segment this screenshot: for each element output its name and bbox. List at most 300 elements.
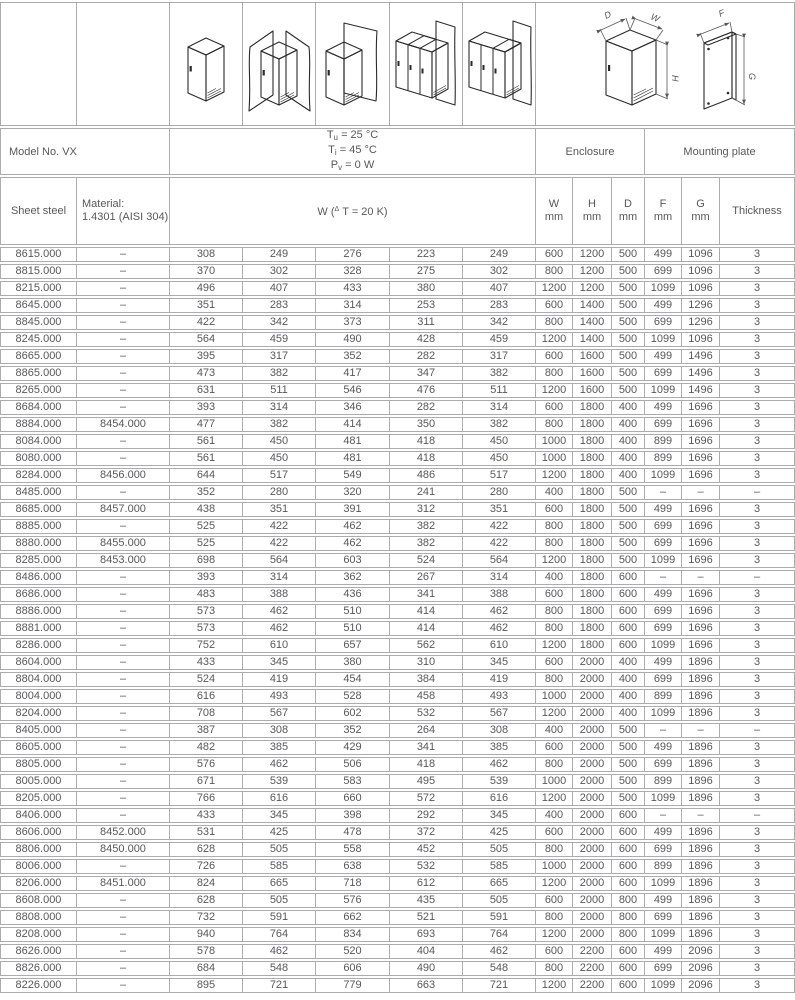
table-row (0, 944, 795, 959)
cell-f-mm: 499 (645, 247, 682, 262)
group-header-row (0, 128, 795, 175)
cell-material-no: 8450.000 (77, 842, 170, 857)
col-header-heat-dissipation: W ($^\Delta$ T = 20 K) (170, 177, 536, 245)
cell-g-mm: 1696 (682, 468, 720, 483)
cell-width-mm: 1000 (536, 859, 573, 874)
cell-w-value-5: 610 (463, 638, 536, 653)
cell-w-value-2: 511 (243, 383, 316, 398)
cell-material-no: 8451.000 (77, 876, 170, 891)
table-row (0, 638, 795, 653)
cell-w-value-1: 395 (170, 349, 243, 364)
cell-w-value-2: 548 (243, 961, 316, 976)
cell-depth-mm: 800 (612, 910, 645, 925)
cell-w-value-3: 373 (316, 315, 390, 330)
cell-depth-mm: 500 (612, 332, 645, 347)
test-conditions (170, 128, 536, 175)
cell-w-value-2: 345 (243, 808, 316, 823)
table-row (0, 893, 795, 908)
cell-depth-mm: 500 (612, 298, 645, 313)
cell-material-no: – (77, 587, 170, 602)
diagram-label-f: F (717, 7, 726, 19)
cell-material-no: – (77, 281, 170, 296)
table-row (0, 281, 795, 296)
col-header-thickness: Thickness (720, 177, 795, 245)
table-row (0, 366, 795, 381)
empty-cell (77, 2, 170, 126)
cell-w-value-2: 317 (243, 349, 316, 364)
table-row (0, 434, 795, 449)
cell-width-mm: 800 (536, 757, 573, 772)
cell-w-value-4: 693 (390, 927, 463, 942)
bayed-enclosures-image-2 (463, 2, 536, 126)
cell-w-value-5: 505 (463, 842, 536, 857)
cell-height-mm: 1800 (573, 519, 612, 534)
cell-height-mm: 2000 (573, 723, 612, 738)
cell-material-no: – (77, 689, 170, 704)
cell-w-value-4: 521 (390, 910, 463, 925)
cell-height-mm: 2000 (573, 774, 612, 789)
table-row (0, 859, 795, 874)
diagram-label-d: D (602, 9, 613, 21)
cell-w-value-3: 520 (316, 944, 390, 959)
cell-w-value-1: 708 (170, 706, 243, 721)
col-header-f: F mm (645, 177, 682, 245)
cell-model-no: 8808.000 (0, 910, 77, 925)
cell-w-value-1: 370 (170, 264, 243, 279)
cell-f-mm: 1099 (645, 383, 682, 398)
cell-height-mm: 1200 (573, 264, 612, 279)
cell-w-value-1: 573 (170, 621, 243, 636)
cell-w-value-3: 417 (316, 366, 390, 381)
cell-width-mm: 1200 (536, 383, 573, 398)
cell-thickness: 3 (720, 349, 795, 364)
cell-height-mm: 1600 (573, 383, 612, 398)
cell-w-value-2: 721 (243, 978, 316, 993)
cell-model-no: 8886.000 (0, 604, 77, 619)
cell-w-value-1: 438 (170, 502, 243, 517)
cell-material-no: – (77, 791, 170, 806)
cell-material-no: 8455.000 (77, 536, 170, 551)
cell-model-no: 8285.000 (0, 553, 77, 568)
cell-height-mm: 2000 (573, 842, 612, 857)
cell-w-value-1: 726 (170, 859, 243, 874)
cell-width-mm: 600 (536, 944, 573, 959)
cell-w-value-5: 450 (463, 434, 536, 449)
cell-model-no: 8815.000 (0, 264, 77, 279)
cell-thickness: 3 (720, 298, 795, 313)
cell-w-value-5: 388 (463, 587, 536, 602)
cell-model-no: 8208.000 (0, 927, 77, 942)
cell-height-mm: 1800 (573, 638, 612, 653)
cell-thickness: 3 (720, 366, 795, 381)
cell-f-mm: 699 (645, 366, 682, 381)
table-row (0, 536, 795, 551)
cell-thickness: – (720, 570, 795, 585)
cell-w-value-3: 398 (316, 808, 390, 823)
cell-g-mm: 1896 (682, 774, 720, 789)
condition-pv: $P_v = 0$ W (330, 159, 375, 172)
cell-w-value-1: 433 (170, 655, 243, 670)
cell-material-no: 8457.000 (77, 502, 170, 517)
cell-height-mm: 1800 (573, 621, 612, 636)
cell-width-mm: 800 (536, 842, 573, 857)
cell-g-mm: 1896 (682, 706, 720, 721)
cell-w-value-5: 616 (463, 791, 536, 806)
cell-material-no: – (77, 961, 170, 976)
cell-w-value-4: 404 (390, 944, 463, 959)
cell-f-mm: 499 (645, 944, 682, 959)
cell-w-value-1: 766 (170, 791, 243, 806)
table-row (0, 774, 795, 789)
cell-w-value-2: 388 (243, 587, 316, 602)
cell-thickness: 3 (720, 451, 795, 466)
cell-model-no: 8245.000 (0, 332, 77, 347)
cell-model-no: 8205.000 (0, 791, 77, 806)
cell-width-mm: 800 (536, 536, 573, 551)
cell-material-no: – (77, 655, 170, 670)
cell-model-no: 8604.000 (0, 655, 77, 670)
dimension-diagram (536, 2, 795, 126)
cell-material-no: – (77, 723, 170, 738)
cell-model-no: 8605.000 (0, 740, 77, 755)
cell-g-mm: 1896 (682, 791, 720, 806)
cell-w-value-5: 548 (463, 961, 536, 976)
cell-width-mm: 1200 (536, 553, 573, 568)
cell-thickness: 3 (720, 281, 795, 296)
cell-depth-mm: 500 (612, 553, 645, 568)
cell-f-mm: 1099 (645, 876, 682, 891)
cell-w-value-3: 328 (316, 264, 390, 279)
cell-height-mm: 2000 (573, 876, 612, 891)
cell-w-value-1: 496 (170, 281, 243, 296)
table-row (0, 570, 795, 585)
enclosure-corner-mounting-image (243, 2, 316, 126)
cell-w-value-2: 342 (243, 315, 316, 330)
cell-w-value-5: 314 (463, 400, 536, 415)
cell-w-value-1: 671 (170, 774, 243, 789)
cell-w-value-4: 282 (390, 349, 463, 364)
cell-w-value-3: 481 (316, 434, 390, 449)
cell-depth-mm: 600 (612, 587, 645, 602)
cell-w-value-4: 267 (390, 570, 463, 585)
cell-depth-mm: 600 (612, 842, 645, 857)
table-row (0, 689, 795, 704)
cell-model-no: 8805.000 (0, 757, 77, 772)
cell-width-mm: 800 (536, 672, 573, 687)
cell-f-mm: 499 (645, 655, 682, 670)
cell-material-no: – (77, 298, 170, 313)
cell-f-mm: 899 (645, 859, 682, 874)
cell-thickness: 3 (720, 706, 795, 721)
cell-f-mm: 499 (645, 893, 682, 908)
cell-thickness: 3 (720, 774, 795, 789)
cell-w-value-3: 606 (316, 961, 390, 976)
cell-f-mm: 499 (645, 400, 682, 415)
cell-g-mm: 1096 (682, 264, 720, 279)
cell-material-no: – (77, 859, 170, 874)
table-row (0, 961, 795, 976)
cell-f-mm: – (645, 723, 682, 738)
cell-depth-mm: 500 (612, 383, 645, 398)
cell-w-value-4: 275 (390, 264, 463, 279)
cell-thickness: 3 (720, 978, 795, 993)
cell-f-mm: 499 (645, 349, 682, 364)
cell-width-mm: 800 (536, 519, 573, 534)
cell-w-value-3: 490 (316, 332, 390, 347)
cell-width-mm: 400 (536, 570, 573, 585)
cell-depth-mm: 600 (612, 859, 645, 874)
cell-g-mm: 1696 (682, 434, 720, 449)
cell-depth-mm: 500 (612, 281, 645, 296)
cell-w-value-3: 576 (316, 893, 390, 908)
cell-w-value-2: 493 (243, 689, 316, 704)
cell-model-no: 8645.000 (0, 298, 77, 313)
cell-height-mm: 2000 (573, 825, 612, 840)
cell-f-mm: 699 (645, 621, 682, 636)
cell-height-mm: 1800 (573, 536, 612, 551)
cell-w-value-1: 473 (170, 366, 243, 381)
cell-w-value-5: 539 (463, 774, 536, 789)
enclosure-group-header: Enclosure (536, 128, 645, 175)
cell-f-mm: 1099 (645, 927, 682, 942)
cell-f-mm: 699 (645, 672, 682, 687)
cell-thickness: 3 (720, 468, 795, 483)
cell-height-mm: 1400 (573, 315, 612, 330)
cell-w-value-2: 283 (243, 298, 316, 313)
cell-height-mm: 1800 (573, 451, 612, 466)
cell-thickness: 3 (720, 553, 795, 568)
cell-g-mm: 1096 (682, 332, 720, 347)
cell-width-mm: 1200 (536, 876, 573, 891)
cell-w-value-4: 524 (390, 553, 463, 568)
cell-depth-mm: 500 (612, 536, 645, 551)
cell-w-value-4: 495 (390, 774, 463, 789)
cell-w-value-1: 483 (170, 587, 243, 602)
cell-thickness: 3 (720, 587, 795, 602)
table-row (0, 621, 795, 636)
cell-height-mm: 1800 (573, 468, 612, 483)
col-header-sheet-steel: Sheet steel (0, 177, 77, 245)
cell-height-mm: 2000 (573, 655, 612, 670)
cell-model-no: 8626.000 (0, 944, 77, 959)
cell-model-no: 8885.000 (0, 519, 77, 534)
cell-w-value-5: 450 (463, 451, 536, 466)
cell-thickness: – (720, 723, 795, 738)
cell-material-no: – (77, 485, 170, 500)
table-row (0, 383, 795, 398)
cell-w-value-2: 450 (243, 451, 316, 466)
cell-g-mm: 1096 (682, 247, 720, 262)
cell-depth-mm: 400 (612, 417, 645, 432)
cell-w-value-3: 462 (316, 536, 390, 551)
cell-height-mm: 1800 (573, 417, 612, 432)
cell-width-mm: 400 (536, 485, 573, 500)
cell-w-value-2: 422 (243, 519, 316, 534)
cell-w-value-3: 320 (316, 485, 390, 500)
cell-w-value-5: 382 (463, 366, 536, 381)
cell-w-value-1: 578 (170, 944, 243, 959)
cell-w-value-3: 583 (316, 774, 390, 789)
cell-w-value-4: 490 (390, 961, 463, 976)
cell-w-value-1: 752 (170, 638, 243, 653)
cell-width-mm: 600 (536, 655, 573, 670)
cell-w-value-1: 631 (170, 383, 243, 398)
cell-thickness: 3 (720, 740, 795, 755)
cell-w-value-1: 561 (170, 451, 243, 466)
cell-height-mm: 1200 (573, 247, 612, 262)
cell-g-mm: 1696 (682, 536, 720, 551)
table-row (0, 723, 795, 738)
mounting-plate-group-header: Mounting plate (645, 128, 795, 175)
cell-thickness: 3 (720, 910, 795, 925)
cell-w-value-5: 721 (463, 978, 536, 993)
table-row (0, 604, 795, 619)
cell-model-no: 8684.000 (0, 400, 77, 415)
enclosure-wall-mounting-image (316, 2, 390, 126)
cell-g-mm: – (682, 723, 720, 738)
cell-thickness: 3 (720, 383, 795, 398)
cell-width-mm: 1200 (536, 706, 573, 721)
cell-w-value-4: 428 (390, 332, 463, 347)
cell-height-mm: 1800 (573, 434, 612, 449)
cell-w-value-5: 511 (463, 383, 536, 398)
cell-w-value-2: 302 (243, 264, 316, 279)
cell-depth-mm: 400 (612, 451, 645, 466)
cell-height-mm: 1600 (573, 366, 612, 381)
cell-g-mm: 2096 (682, 961, 720, 976)
cell-height-mm: 1800 (573, 553, 612, 568)
col-header-material: Material: 1.4301 (AISI 304) (77, 177, 170, 245)
cell-material-no: – (77, 808, 170, 823)
cell-w-value-1: 644 (170, 468, 243, 483)
table-row (0, 672, 795, 687)
cell-w-value-3: 391 (316, 502, 390, 517)
cell-f-mm: – (645, 570, 682, 585)
cell-depth-mm: 400 (612, 706, 645, 721)
cell-g-mm: 1696 (682, 553, 720, 568)
cell-w-value-5: 422 (463, 536, 536, 551)
cell-width-mm: 1200 (536, 468, 573, 483)
table-row (0, 519, 795, 534)
cell-g-mm: 1496 (682, 366, 720, 381)
cell-model-no: 8880.000 (0, 536, 77, 551)
cell-f-mm: 1099 (645, 791, 682, 806)
cell-model-no: 8286.000 (0, 638, 77, 653)
diagram-label-w: W (649, 11, 661, 25)
table-row (0, 247, 795, 262)
cell-material-no: – (77, 944, 170, 959)
cell-w-value-2: 422 (243, 536, 316, 551)
cell-height-mm: 2000 (573, 757, 612, 772)
cell-w-value-5: 425 (463, 825, 536, 840)
cell-w-value-2: 382 (243, 366, 316, 381)
cell-w-value-5: 462 (463, 944, 536, 959)
cell-width-mm: 1200 (536, 332, 573, 347)
cell-width-mm: 800 (536, 417, 573, 432)
cell-height-mm: 2200 (573, 944, 612, 959)
cell-w-value-5: 385 (463, 740, 536, 755)
cell-depth-mm: 500 (612, 366, 645, 381)
cell-g-mm: 2096 (682, 944, 720, 959)
cell-model-no: 8206.000 (0, 876, 77, 891)
cell-material-no: – (77, 247, 170, 262)
cell-w-value-3: 834 (316, 927, 390, 942)
cell-w-value-3: 718 (316, 876, 390, 891)
cell-w-value-2: 462 (243, 944, 316, 959)
cell-f-mm: – (645, 485, 682, 500)
cell-f-mm: – (645, 808, 682, 823)
cell-g-mm: 1896 (682, 672, 720, 687)
cell-height-mm: 1600 (573, 349, 612, 364)
cell-w-value-4: 264 (390, 723, 463, 738)
cell-width-mm: 600 (536, 502, 573, 517)
cell-g-mm: 1896 (682, 842, 720, 857)
cell-depth-mm: 500 (612, 349, 645, 364)
cell-f-mm: 699 (645, 910, 682, 925)
cell-w-value-2: 591 (243, 910, 316, 925)
cell-w-value-2: 407 (243, 281, 316, 296)
cell-model-no: 8486.000 (0, 570, 77, 585)
cell-w-value-5: 493 (463, 689, 536, 704)
cell-g-mm: 1496 (682, 349, 720, 364)
cell-w-value-4: 347 (390, 366, 463, 381)
cell-depth-mm: 500 (612, 791, 645, 806)
cell-w-value-4: 532 (390, 706, 463, 721)
cell-w-value-1: 531 (170, 825, 243, 840)
cell-f-mm: 899 (645, 451, 682, 466)
cell-w-value-2: 505 (243, 842, 316, 857)
cell-w-value-2: 249 (243, 247, 316, 262)
cell-material-no: – (77, 400, 170, 415)
cell-model-no: 8406.000 (0, 808, 77, 823)
cell-w-value-1: 393 (170, 570, 243, 585)
cell-f-mm: 1099 (645, 468, 682, 483)
table-row (0, 808, 795, 823)
cell-depth-mm: 400 (612, 672, 645, 687)
cell-depth-mm: 600 (612, 876, 645, 891)
cell-g-mm: – (682, 570, 720, 585)
cell-thickness: 3 (720, 672, 795, 687)
cell-f-mm: 699 (645, 264, 682, 279)
cell-w-value-3: 462 (316, 519, 390, 534)
cell-thickness: 3 (720, 842, 795, 857)
cell-w-value-5: 585 (463, 859, 536, 874)
cell-height-mm: 2000 (573, 808, 612, 823)
cell-height-mm: 1400 (573, 298, 612, 313)
cell-w-value-2: 351 (243, 502, 316, 517)
cell-width-mm: 1000 (536, 451, 573, 466)
table-row (0, 876, 795, 891)
cell-w-value-1: 308 (170, 247, 243, 262)
cell-depth-mm: 400 (612, 689, 645, 704)
cell-w-value-3: 414 (316, 417, 390, 432)
cell-height-mm: 2000 (573, 893, 612, 908)
table-row (0, 740, 795, 755)
cell-width-mm: 800 (536, 910, 573, 925)
cell-w-value-2: 462 (243, 621, 316, 636)
cell-g-mm: 1896 (682, 825, 720, 840)
cell-w-value-1: 573 (170, 604, 243, 619)
cell-w-value-4: 311 (390, 315, 463, 330)
cell-g-mm: 1696 (682, 587, 720, 602)
cell-w-value-3: 528 (316, 689, 390, 704)
cell-width-mm: 1000 (536, 434, 573, 449)
cell-w-value-2: 450 (243, 434, 316, 449)
cell-w-value-1: 433 (170, 808, 243, 823)
cell-height-mm: 2000 (573, 689, 612, 704)
cell-width-mm: 600 (536, 400, 573, 415)
cell-w-value-5: 505 (463, 893, 536, 908)
